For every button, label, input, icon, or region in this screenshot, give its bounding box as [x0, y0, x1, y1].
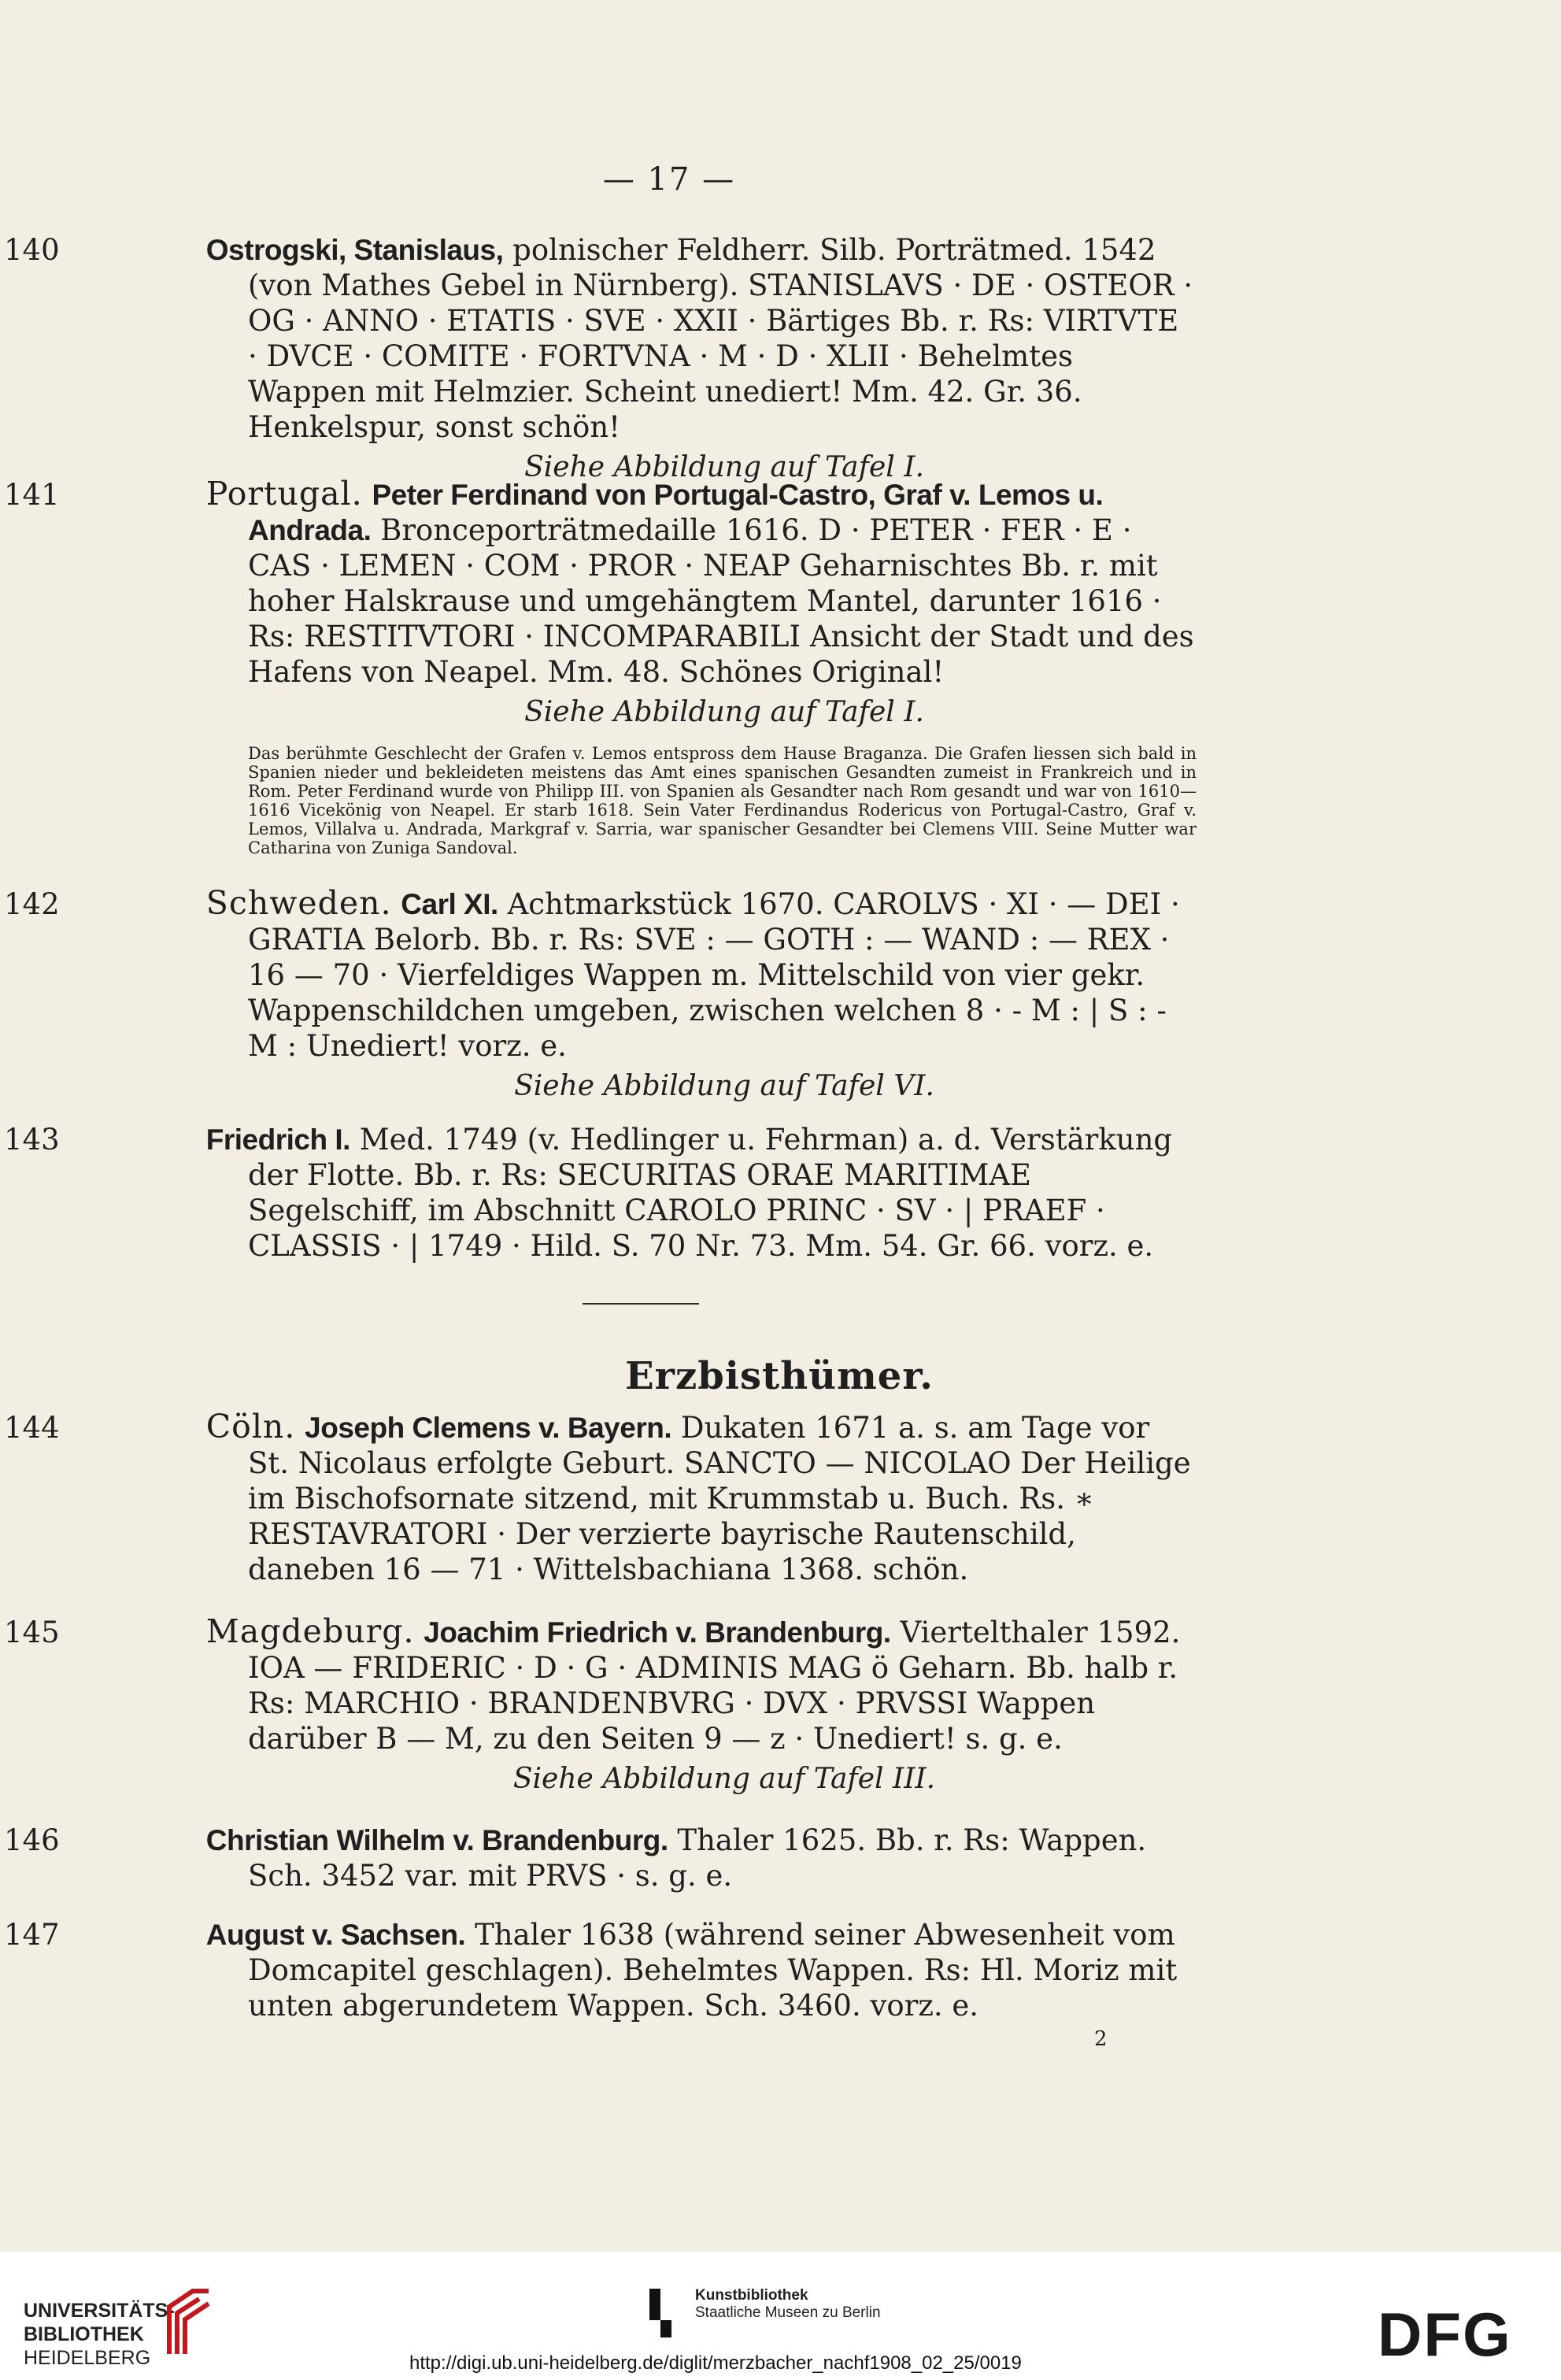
lot-number: 141: [4, 478, 60, 512]
ub-heidelberg-logo[interactable]: UNIVERSITÄTS- BIBLIOTHEK HEIDELBERG: [24, 2300, 175, 2369]
lot-entry-144: [4, 1408, 1197, 1587]
kunstbibliothek-mark-icon: [649, 2289, 675, 2339]
digitization-footer: UNIVERSITÄTS- BIBLIOTHEK HEIDELBERG Kunstbibliothek Staatliche Museen zu Berlin DFG http://digi.ub.uni-heidelberg.de/diglit/merzbacher_nachf1908_02_25/0019: [0, 2252, 1561, 2380]
section-divider: [583, 1303, 699, 1305]
lot-entry-146: [4, 1823, 1197, 1893]
plate-reference: Siehe Abbildung auf Tafel VI.: [514, 1070, 934, 1102]
lot-description: Achtmarkstück 1670. CAROLVS · XI · — DEI · GRATIA Belorb. Bb. r. Rs: SVE : — GOTH : — WAND : — REX · 16 — 70 · Vierfeldiges Wappen m. Mittelschild von vier gekr. Wappenschildchen umgeben, zwischen welchen 8 · - M : | S : - M : Unediert! vorz. e.: [248, 887, 1180, 1063]
lot-heading: August v. Sachsen.: [205, 1919, 466, 1951]
ub-logo-mark-icon: [161, 2283, 216, 2362]
lot-number: 144: [4, 1411, 60, 1445]
dfg-logo[interactable]: DFG: [1378, 2300, 1512, 2369]
lot-place: Magdeburg.: [205, 1612, 415, 1650]
lot-heading: Friedrich I.: [205, 1123, 350, 1156]
signature-mark: 2: [1094, 2027, 1108, 2051]
lot-description: Viertelthaler 1592. IOA — FRIDERIC · D · G · ADMINIS MAG ö Geharn. Bb. halb r. Rs: MARCHIO · BRANDENBVRG · DVX · PRVSSI Wappen darüber B — M, zu den Seiten 9 — z · Unediert! s. g. e.: [248, 1616, 1181, 1756]
lot-number: 142: [4, 887, 60, 921]
lot-place: Cöln.: [205, 1408, 296, 1445]
lot-heading: Christian Wilhelm v. Brandenburg.: [205, 1824, 668, 1856]
footnote: Das berühmte Geschlecht der Grafen v. Lemos entspross dem Hause Braganza. Die Grafen liessen sich bald in Spanien nieder und bekleideten meistens das Amt eines spanischen Gesandten zumeist in Frankreich und in Rom. Peter Ferdinand wurde von Philipp III. von Spanien als Gesandter nach Rom gesandt und war von 1610—1616 Vicekönig von Neapel. Er starb 1618. Sein Vater Ferdinandus Rodericus von Portugal-Castro, Graf v. Lemos, Villalva u. Andrada, Markgraf v. Sarria, war spanischer Gesandter bei Clemens VIII. Seine Mutter war Catharina von Zuniga Sandoval.: [248, 744, 1197, 857]
lot-heading: Joachim Friedrich v. Brandenburg.: [424, 1616, 891, 1649]
plate-reference: Siehe Abbildung auf Tafel I.: [524, 451, 924, 483]
lot-heading: Ostrogski, Stanislaus,: [205, 234, 504, 266]
lot-number: 147: [4, 1918, 60, 1952]
lot-heading: Joseph Clemens v. Bayern.: [305, 1412, 672, 1444]
lot-number: 146: [4, 1823, 60, 1857]
plate-reference: Siehe Abbildung auf Tafel III.: [512, 1763, 936, 1795]
lot-description: polnischer Feldherr. Silb. Porträtmed. 1542 (von Mathes Gebel in Nürnberg). STANISLAVS · DE · OSTEOR · OG · ANNO · ETATIS · SVE · XXII · Bärtiges Bb. r. Rs: VIRTVTE · DVCE · COMITE · FORTVNA · M · D · XLII · Behelmtes Wappen mit Helmzier. Scheint unediert! Mm. 42. Gr. 36. Henkelspur, sonst schön!: [248, 233, 1193, 444]
lot-number: 143: [4, 1123, 60, 1157]
lot-description: Med. 1749 (v. Hedlinger u. Fehrman) a. d. Verstärkung der Flotte. Bb. r. Rs: SECURITAS ORAE MARITIMAE Segelschiff, im Abschnitt CAROLO PRINC · SV · | PRAEF · CLASSIS · | 1749 · Hild. S. 70 Nr. 73. Mm. 54. Gr. 66. vorz. e.: [248, 1123, 1173, 1263]
lot-heading: Carl XI.: [401, 888, 498, 920]
section-title: Erzbisthümer.: [625, 1354, 934, 1398]
lot-entry-142: [4, 884, 1197, 1104]
lot-entry-140: [4, 232, 1197, 485]
lot-entry-147: [4, 1917, 1197, 2023]
lot-place: Portugal.: [205, 475, 363, 513]
lot-entry-145: [4, 1612, 1197, 1797]
lot-heading: Peter Ferdinand von Portugal-Castro, Graf v. Lemos u. Andrada.: [248, 479, 1104, 546]
permalink-url[interactable]: http://digi.ub.uni-heidelberg.de/diglit/merzbacher_nachf1908_02_25/0019: [409, 2352, 1022, 2374]
page-number: — 17 —: [602, 161, 736, 198]
lot-entry-141: [4, 475, 1197, 857]
lot-description: Thaler 1638 (während seiner Abwesenheit vom Domcapitel geschlagen). Behelmtes Wappen. Rs: Hl. Moriz mit unten abgerundetem Wappen. Sch. 3460. vorz. e.: [248, 1918, 1178, 2023]
lot-description: Thaler 1625. Bb. r. Rs: Wappen. Sch. 3452 var. mit PRVS · s. g. e.: [248, 1823, 1147, 1893]
lot-number: 145: [4, 1616, 60, 1649]
lot-number: 140: [4, 233, 60, 267]
lot-place: Schweden.: [205, 884, 392, 922]
lot-description: Dukaten 1671 a. s. am Tage vor St. Nicolaus erfolgte Geburt. SANCTO — NICOLAO Der Heilige im Bischofsornate sitzend, mit Krummstab u. Buch. Rs. ∗ RESTAVRATORI · Der verzierte bayrische Rautenschild, daneben 16 — 71 · Wittelsbachiana 1368. schön.: [248, 1411, 1191, 1586]
lot-entry-143: [4, 1122, 1197, 1264]
plate-reference: Siehe Abbildung auf Tafel I.: [524, 696, 924, 728]
lot-description: Bronceporträtmedaille 1616. D · PETER · FER · E · CAS · LEMEN · COM · PROR · NEAP Geharnischtes Bb. r. mit hoher Halskrause und umgehängtem Mantel, darunter 1616 · Rs: RESTITVTORI · INCOMPARABILI Ansicht der Stadt und des Hafens von Neapel. Mm. 48. Schönes Original!: [248, 513, 1194, 689]
